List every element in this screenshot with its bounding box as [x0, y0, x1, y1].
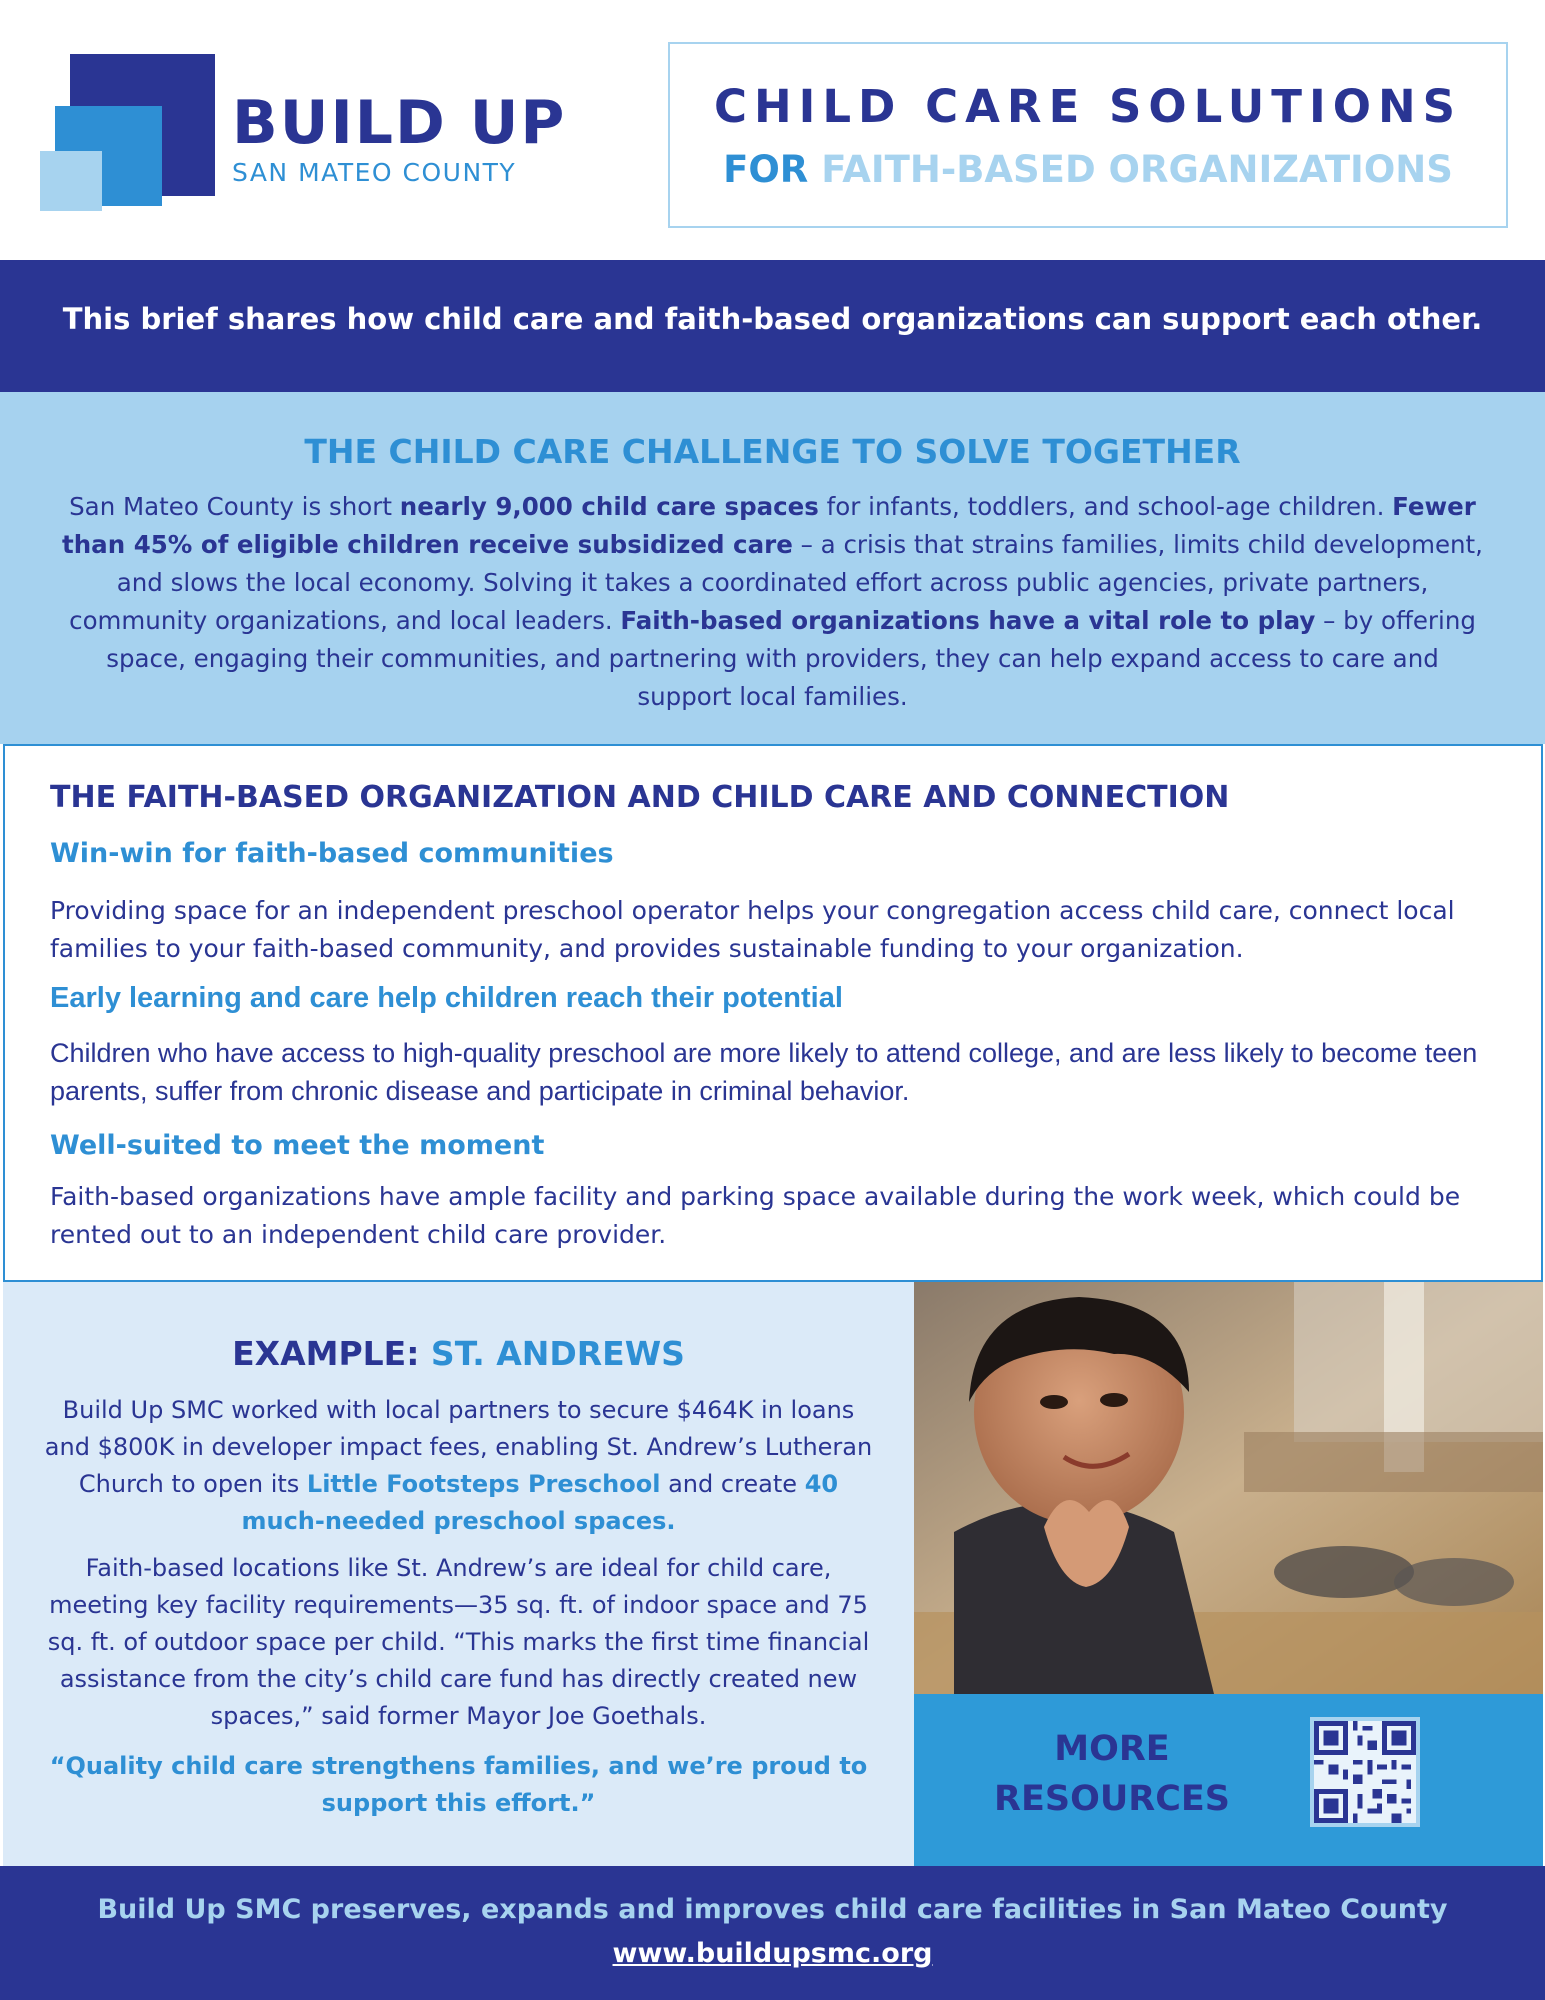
more-resources-label[interactable]: MORE RESOURCES: [994, 1729, 1230, 1819]
example-text-2: and create: [660, 1470, 805, 1498]
section-body-well-suited: Faith-based organizations have ample facility and parking space available during the work week, which could be rented out to an independent child care provider.: [50, 1182, 1461, 1249]
more-resources-panel[interactable]: [914, 1694, 1543, 1866]
brief-band: [0, 260, 1545, 392]
example-title-key: EXAMPLE:: [232, 1334, 420, 1373]
section-heading-early-learning: Early learning and care help children reach their potential: [50, 982, 843, 1014]
example-paragraph-1: [43, 1392, 874, 1540]
challenge-title: THE CHILD CARE CHALLENGE TO SOLVE TOGETHER: [304, 432, 1241, 471]
challenge-text-3: – a crisis that strains families, limits child development, and slows the local economy. Solving it takes a coordinated effort across public agencies, private partners, community organizations, and local leaders.: [69, 530, 1483, 635]
example-highlight-spaces: 40 much-needed preschool spaces.: [241, 1470, 839, 1535]
logo-sub-text: SAN MATEO COUNTY: [232, 158, 517, 187]
challenge-body: [60, 488, 1485, 716]
subtitle-for: FOR: [723, 148, 809, 191]
challenge-bold-3: Faith-based organizations have a vital role to play: [620, 606, 1316, 635]
example-section: [3, 1282, 914, 1866]
example-text-1: Build Up SMC worked with local partners to secure $464K in loans and $800K in developer impact fees, enabling St. Andrew’s Lutheran Church to open its: [44, 1396, 873, 1498]
footer: [0, 1866, 1545, 2000]
challenge-bold-2: Fewer than 45% of eligible children receive subsidized care: [62, 492, 1476, 559]
section-body-early-learning: Children who have access to high-quality preschool are more likely to attend college, and are less likely to become teen parents, suffer from chronic disease and participate in criminal behavior.: [50, 1038, 1478, 1106]
section-heading-win-win: Win-win for faith-based communities: [50, 838, 614, 869]
website-link[interactable]: www.buildupsmc.org: [612, 1938, 933, 1969]
logo-main-text: BUILD UP: [232, 88, 567, 158]
child-photo-illustration: [914, 1282, 1543, 1694]
qr-code-icon[interactable]: [1310, 1717, 1420, 1827]
example-title: [3, 1334, 914, 1373]
header: [0, 0, 1545, 258]
challenge-text-1: San Mateo County is short: [69, 492, 400, 521]
child-photo: [914, 1282, 1543, 1694]
challenge-text-4: – by offering space, engaging their communities, and partnering with providers, they can help expand access to care and support local families.: [106, 606, 1476, 711]
section-heading-well-suited: Well-suited to meet the moment: [50, 1130, 545, 1161]
page-subtitle: [670, 148, 1506, 191]
section-body-win-win: Providing space for an independent preschool operator helps your congregation access child care, connect local families to your faith-based community, and provides sustainable funding to your organization.: [50, 896, 1455, 963]
subtitle-org: FAITH-BASED ORGANIZATIONS: [821, 148, 1453, 191]
challenge-text-2: for infants, toddlers, and school-age children.: [818, 492, 1393, 521]
build-up-logo-icon: [40, 54, 220, 214]
challenge-bold-1: nearly 9,000 child care spaces: [399, 492, 819, 521]
example-highlight-preschool: Little Footsteps Preschool: [306, 1470, 661, 1498]
example-title-value: ST. ANDREWS: [430, 1334, 685, 1373]
connection-title: THE FAITH-BASED ORGANIZATION AND CHILD CARE AND CONNECTION: [50, 780, 1230, 815]
title-box: [668, 42, 1508, 228]
example-paragraph-2: Faith-based locations like St. Andrew’s are ideal for child care, meeting key facility requirements—35 sq. ft. of indoor space and 75 sq. ft. of outdoor space per child. “This marks the first time financial assistance from the city’s child care fund has directly created new spaces,” said former Mayor Joe Goethals.: [47, 1554, 870, 1730]
challenge-section: [0, 392, 1545, 744]
example-quote: “Quality child care strengthens families, and we’re proud to support this effort.”: [49, 1752, 868, 1817]
brief-text: This brief shares how child care and faith-based organizations can support each other.: [62, 302, 1483, 336]
page-title: CHILD CARE SOLUTIONS: [713, 80, 1463, 133]
logo-wordmark: [232, 88, 567, 188]
footer-tagline: Build Up SMC preserves, expands and improves child care facilities in San Mateo County: [97, 1894, 1448, 1925]
connection-section: [3, 744, 1543, 1282]
